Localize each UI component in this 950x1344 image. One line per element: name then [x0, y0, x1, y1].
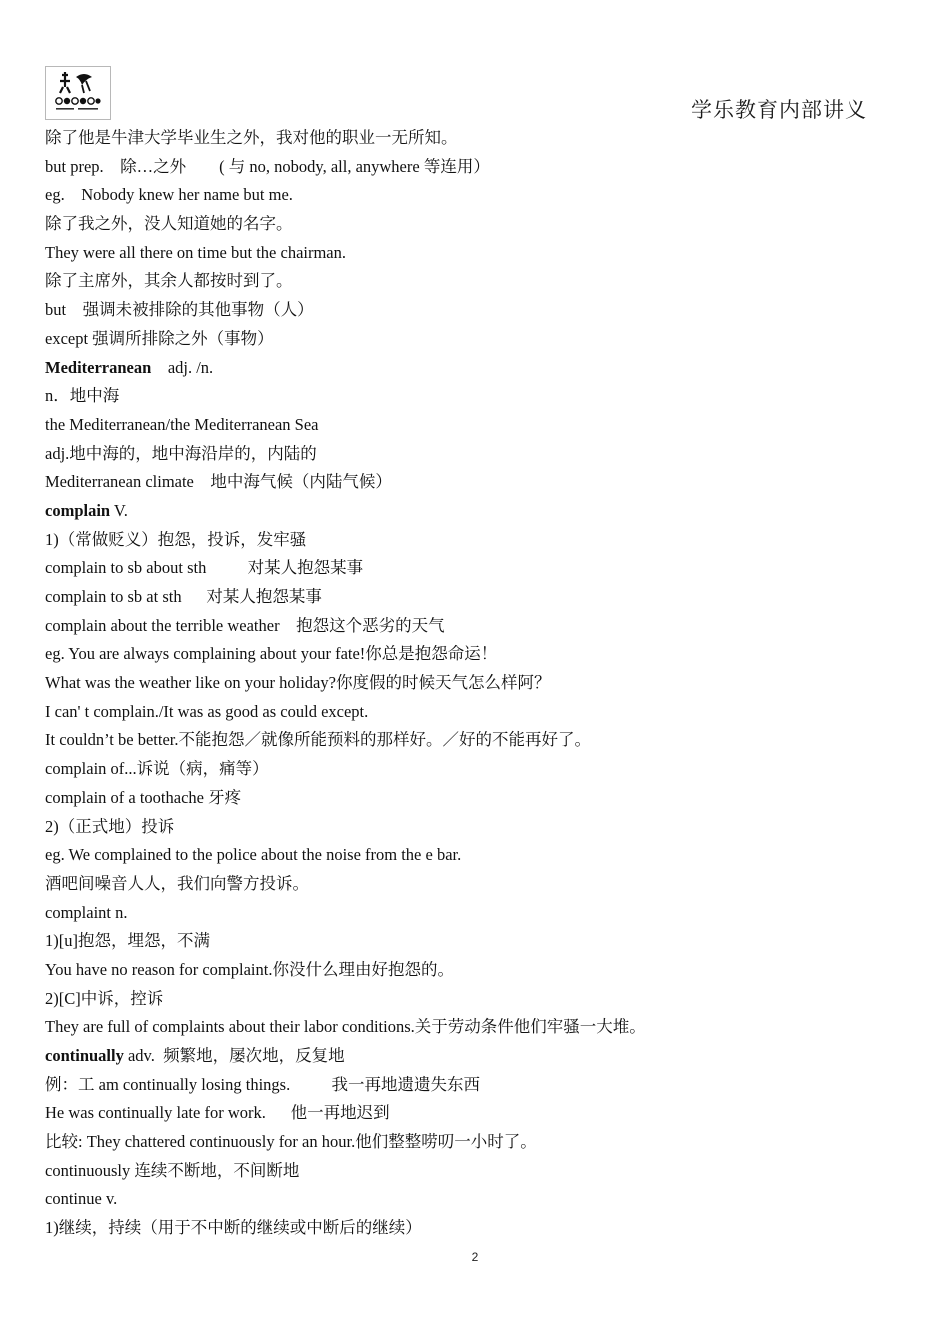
- line-text: 2)[C]中诉，控诉: [45, 988, 164, 1008]
- text-line: [45, 354, 905, 383]
- line-text: adv. 频繁地，屡次地，反复地: [123, 1046, 345, 1065]
- line-text: He was continually late for work. 他一再地迟到: [45, 1103, 390, 1123]
- text-line: [45, 813, 905, 842]
- text-line: [45, 153, 905, 182]
- text-line: [45, 526, 905, 555]
- text-line: [45, 468, 905, 497]
- line-text: 除了他是牛津大学毕业生之外，我对他的职业一无所知。: [45, 128, 458, 147]
- text-line: [45, 669, 905, 698]
- text-line: [45, 382, 905, 411]
- text-line: [45, 1214, 905, 1243]
- line-text: Mediterranean climate 地中海气候（内陆气候）: [45, 472, 392, 492]
- text-line: [45, 411, 905, 440]
- line-text: 1)[u]抱怨，埋怨，不满: [45, 931, 210, 951]
- line-text: 例：工 am continually losing things. 我一再地遗遗失东西: [45, 1074, 480, 1094]
- text-line: [45, 1099, 905, 1128]
- line-text: adj.地中海的，地中海沿岸的，内陆的: [45, 443, 317, 463]
- line-text: 2)（正式地）投诉: [45, 816, 175, 836]
- line-text: adj. /n.: [151, 357, 214, 377]
- line-text: V.: [110, 500, 128, 520]
- text-line: [45, 956, 905, 985]
- text-line: [45, 181, 905, 210]
- line-text: 1)（常做贬义）抱怨，投诉，发牢骚: [45, 529, 307, 549]
- school-logo-icon: [45, 66, 111, 120]
- headword: continually: [45, 1046, 124, 1065]
- text-line: [45, 870, 905, 899]
- line-text: complain about the terrible weather 抱怨这个恶劣的天气: [45, 615, 445, 635]
- text-line: [45, 583, 905, 612]
- line-text: eg. Nobody knew her name but me.: [45, 185, 293, 205]
- text-line: [45, 554, 905, 583]
- line-text: They are full of complaints about their labor conditions.关于劳动条件他们牢骚一大堆。: [45, 1017, 646, 1037]
- text-line: [45, 899, 905, 928]
- line-text: n．地中海: [45, 386, 120, 406]
- text-line: [45, 784, 905, 813]
- line-text: complain of a toothache 牙疼: [45, 787, 242, 807]
- text-line: [45, 1157, 905, 1186]
- text-line: [45, 239, 905, 268]
- line-text: I can' t complain./It was as good as could except.: [45, 701, 369, 721]
- text-line: [45, 210, 905, 239]
- line-text: the Mediterranean/the Mediterranean Sea: [45, 414, 319, 434]
- line-text: 除了主席外，其余人都按时到了。: [45, 271, 293, 291]
- line-text: You have no reason for complaint.你没什么理由好抱怨的。: [45, 959, 454, 979]
- line-text: complain to sb at sth 对某人抱怨某事: [45, 587, 322, 606]
- text-line: [45, 1071, 905, 1100]
- text-line: [45, 296, 905, 325]
- text-line: [45, 726, 905, 755]
- line-text: 除了我之外，没人知道她的名字。: [45, 214, 293, 234]
- line-text: continue v.: [45, 1189, 118, 1209]
- page-number: 2: [471, 1250, 479, 1264]
- text-line: [45, 698, 905, 727]
- text-line: [45, 1128, 905, 1157]
- text-line: [45, 985, 905, 1014]
- text-line: [45, 1013, 905, 1042]
- text-line: [45, 755, 905, 784]
- headword: Mediterranean: [45, 357, 152, 377]
- document-body: [45, 124, 905, 1243]
- line-text: 1)继续，持续（用于不中断的继续或中断后的继续）: [45, 1218, 422, 1238]
- line-text: eg. We complained to the police about the noise from the e bar.: [45, 845, 462, 865]
- line-text: It couldn’t be better.不能抱怨／就像所能预料的那样好。／好的不能再好了。: [45, 730, 591, 750]
- line-text: What was the weather like on your holiday?你度假的时候天气怎么样阿？: [45, 673, 551, 693]
- line-text: complaint n.: [45, 902, 128, 922]
- line-text: 比较: They chattered continuously for an hour.他们整整唠叨一小时了。: [45, 1132, 537, 1152]
- headword: complain: [45, 500, 111, 520]
- line-text: They were all there on time but the chairman.: [45, 242, 347, 262]
- line-text: except 强调所排除之外（事物）: [45, 328, 274, 348]
- line-text: continuously 连续不断地，不间断地: [45, 1160, 300, 1180]
- line-text: complain of...诉说（病，痛等）: [45, 759, 269, 779]
- text-line: [45, 497, 905, 526]
- line-text: eg. You are always complaining about your fate!你总是抱怨命运！: [45, 644, 498, 664]
- text-line: [45, 267, 905, 296]
- line-text: complain to sb about sth 对某人抱怨某事: [45, 558, 364, 578]
- text-line: [45, 841, 905, 870]
- text-line: [45, 640, 905, 669]
- text-line: [45, 927, 905, 956]
- text-line: [45, 440, 905, 469]
- line-text: 酒吧间噪音人人，我们向警方投诉。: [45, 873, 309, 893]
- line-text: but prep. 除…之外 ( 与 no, nobody, all, anywhere 等连用）: [45, 156, 490, 176]
- header-title: 学乐教育内部讲义: [691, 98, 867, 122]
- text-line: [45, 1042, 905, 1071]
- line-text: but 强调未被排除的其他事物（人）: [45, 300, 314, 320]
- text-line: [45, 1185, 905, 1214]
- text-line: [45, 612, 905, 641]
- text-line: [45, 124, 905, 153]
- text-line: [45, 325, 905, 354]
